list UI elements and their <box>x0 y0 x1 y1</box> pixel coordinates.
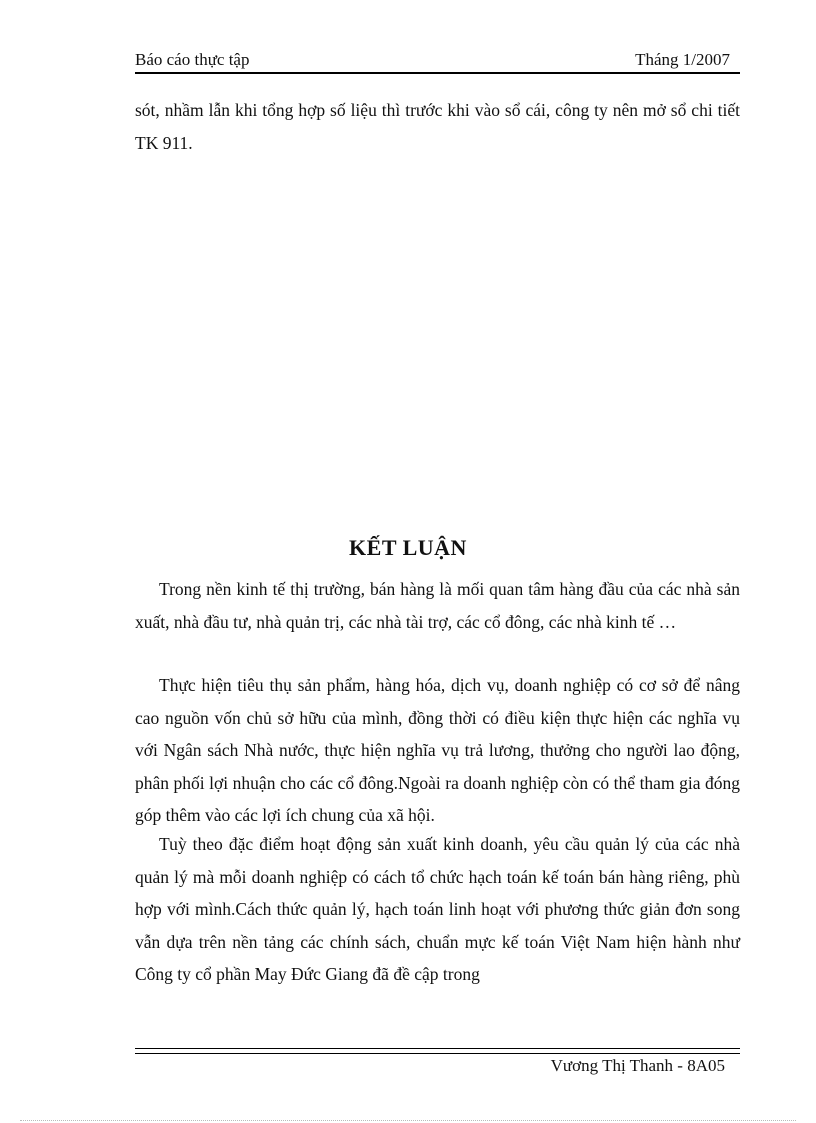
section-title: KẾT LUẬN <box>349 535 467 560</box>
footer-rule-bottom <box>135 1053 740 1054</box>
header-date: Tháng 1/2007 <box>635 50 730 69</box>
footer-rule-top <box>135 1048 740 1049</box>
body-paragraph-3: Tuỳ theo đặc điểm hoạt động sản xuất kinh doanh, yêu cầu quản lý của các nhà quản lý mà mỗi doanh nghiệp có cách tổ chức hạch toán kế toán bán hàng riêng, phù hợp với mình.Cách thức quản lý, hạch toán linh hoạt với phương thức giản đơn song vẫn dựa trên nền tảng các chính sách, chuẩn mực kế toán Việt Nam hiện hành như Công ty cổ phần May Đức Giang đã đề cập trong <box>135 834 740 984</box>
body-paragraph-1: Trong nền kinh tế thị trường, bán hàng là mối quan tâm hàng đầu của các nhà sản xuất, nhà đầu tư, nhà quản trị, các nhà tài trợ, các cổ đông, các nhà kinh tế … <box>135 579 740 632</box>
continuation-paragraph: sót, nhầm lẫn khi tổng hợp số liệu thì trước khi vào sổ cái, công ty nên mở sổ chi tiết TK 911. <box>135 100 740 153</box>
body-paragraph-2: Thực hiện tiêu thụ sản phẩm, hàng hóa, dịch vụ, doanh nghiệp có cơ sở để nâng cao nguồn vốn chủ sở hữu của mình, đồng thời có điều kiện thực hiện các nghĩa vụ với Ngân sách Nhà nước, thực hiện nghĩa vụ trả lương, thưởng cho người lao động, phân phối lợi nhuận cho các cổ đông.Ngoài ra doanh nghiệp còn có thể tham gia đóng góp thêm vào các lợi ích chung của xã hội. <box>135 675 740 825</box>
footer-author: Vương Thị Thanh - 8A05 <box>550 1056 725 1075</box>
page-header <box>135 48 740 74</box>
header-report-title: Báo cáo thực tập <box>135 50 250 69</box>
page-boundary <box>20 1120 796 1121</box>
